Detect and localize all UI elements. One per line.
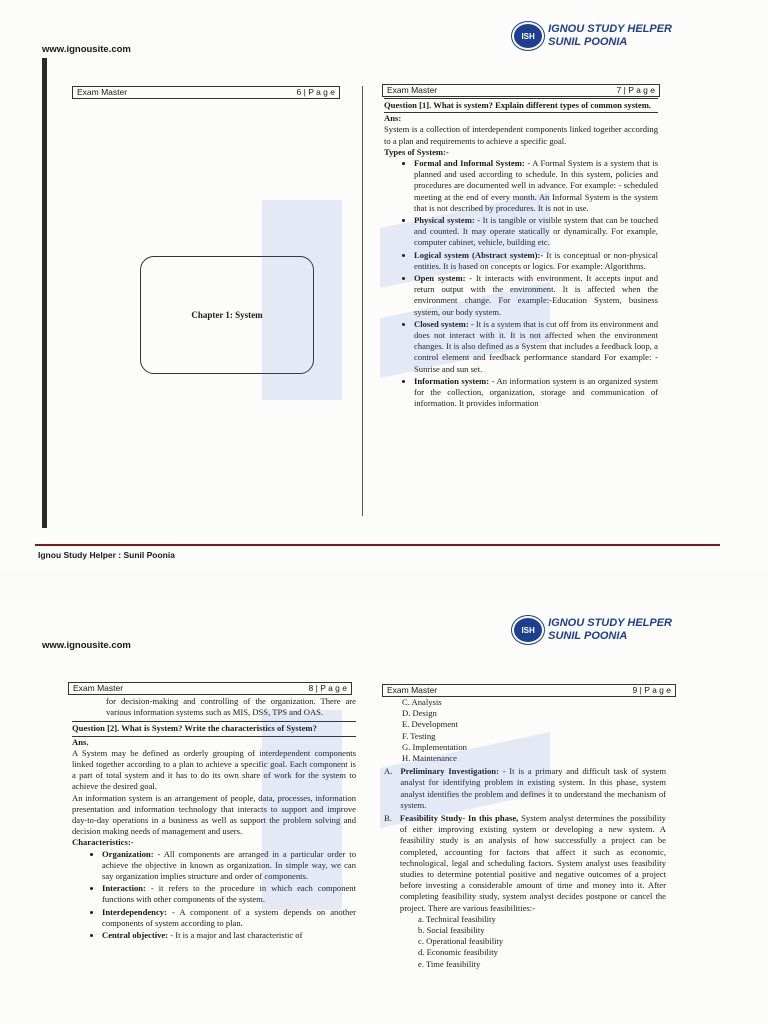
list-item: b. Social feasibility [418, 925, 485, 936]
right-page-header [382, 84, 660, 97]
feasibility-study: B. Feasibility Study- In this phase, System analyst determines the possibility of either improving existing system or developing a new system. A feasibility study is an analysis of how successfully a project can be completed, accounting for factors that affect it such as economic, technological, legal and scheduling factors. System analyst uses feasibility studies to determine potential positive and negative outcomes of a project before investing a considerable amount of time and money into it. After completing feasibility study, system analyst decides postpone or cancel the project. There are various feasibilities:- [384, 813, 666, 913]
header-title: Exam Master [73, 683, 124, 693]
characteristics-label: Characteristics:- [72, 837, 134, 848]
brand-author: SUNIL POONIA [548, 36, 628, 48]
page-number: 7 | P a g e [616, 85, 655, 95]
list-item: E. Development [402, 719, 458, 730]
list-item: F. Testing [402, 730, 436, 741]
brand-logo [512, 616, 672, 644]
list-item: H. Maintenance [402, 753, 457, 764]
page-number: 6 | P a g e [296, 87, 335, 97]
phase-list [384, 697, 666, 764]
answer-label: Ans. [72, 736, 89, 747]
answer-label: Ans: [384, 113, 402, 124]
brand-logo [512, 22, 672, 50]
feasibility-list [384, 914, 666, 970]
list-item: • Interdependency: - A component of a system depends on another components of system according to plan. [102, 907, 356, 929]
continued-text: for decision-making and controlling of the organization. There are various information systems such as MIS, DSS, TPS and OAS. [106, 696, 356, 718]
ish-logo-icon: ISH [512, 616, 544, 644]
binding-edge [42, 58, 47, 528]
ish-logo-icon: ISH [512, 22, 544, 50]
brand-author: SUNIL POONIA [548, 630, 628, 642]
header-title: Exam Master [387, 85, 438, 95]
footer-rule [35, 544, 720, 546]
left-page-header [68, 682, 352, 695]
bottom-page-scan [0, 600, 768, 1024]
list-item: • Central objective: - It is a major and last characteristic of [102, 930, 356, 941]
list-item: • Physical system: - It is tangible or visible system that can be touched and counted. It may operate statically or dynamically. For example, computer cabinet, vehicle, building etc. [414, 215, 658, 249]
right-column-text [384, 98, 658, 410]
page-number: 8 | P a g e [308, 683, 347, 693]
list-item: • Interaction: - it refers to the procedure in which each component functions with other components of the system. [102, 883, 356, 905]
page-number: 9 | P a g e [632, 685, 671, 695]
list-item: • Information system: - An information system is an organized system for the collection, organization, storage and communication of information. It provides information [414, 376, 658, 410]
brand-title: IGNOU STUDY HELPER [548, 617, 672, 629]
answer-paragraph: An information system is an arrangement of people, data, processes, information presentation and information technology that interacts to support and improve day-to-day operations in a business as well as support the problem solving and decision making needs of management and users. [72, 792, 356, 837]
question-heading: Question [2]. What is System? Write the characteristics of System? [72, 721, 356, 736]
characteristics-list [72, 849, 356, 942]
header-title: Exam Master [387, 685, 438, 695]
list-item: d. Economic feasibility [418, 947, 498, 958]
chapter-title: Chapter 1: System [191, 310, 263, 320]
page-footer: Ignou Study Helper : Sunil Poonia [38, 550, 175, 560]
right-page-header [382, 684, 676, 697]
list-item: a. Technical feasibility [418, 913, 496, 924]
preliminary-investigation: A. Preliminary Investigation: - It is a primary and difficult task of system analyst for identifying problem in existing system. In this phase, system analyst identifies the problem and defines it to understand the mechanism of system. [384, 766, 667, 810]
site-url: www.ignousite.com [42, 44, 131, 55]
left-column-text [72, 696, 356, 942]
site-url: www.ignousite.com [42, 640, 131, 651]
list-item: • Organization: - All components are arranged in a particular order to achieve the objective in known as organization. In simple way, we can say organization implies structure and order of components. [102, 849, 356, 883]
list-item: e. Time feasibility [418, 958, 481, 969]
left-page-header [72, 86, 340, 99]
list-item: • Logical system (Abstract system):- It is conceptual or non-physical entities. It is based on concepts or logics. For example: Algorithms. [414, 250, 658, 272]
list-item: D. Design [402, 708, 437, 719]
page-fold [362, 86, 363, 516]
list-item: • Open system: - It interacts with environment. It accepts input and return output with the environment. It is affected when the environment change. For example:-Education System, business system, our body system. [414, 273, 658, 318]
question-heading: Question [1]. What is system? Explain different types of common system. [384, 98, 658, 113]
list-item: • Formal and Informal System: - A Formal System is a system that is planned and used according to schedule. In this system, policies and procedures are documented well in advance. For example: - scheduled meeting at the end of every month. An Informal System is the system that is not described by procedures. It is not in use. [414, 158, 658, 214]
list-item: • Closed system: - It is a system that is cut off from its environment and does not interact with it. It is not affected when the environment changes. It is also defined as a System that includes a feedback loop, a control element and feedback performance standard For example: - Sunrise and sun set. [414, 319, 658, 375]
right-column-text [384, 697, 666, 970]
list-item: G. Implementation [402, 741, 467, 752]
answer-paragraph: A System may be defined as orderly grouping of interdependent components linked together according to a plan to achieve a specific goal. Each component is a part of total system and it has to do its own share of work for the system to achieve the desired goal. [72, 747, 356, 792]
list-item: C. Analysis [402, 697, 442, 707]
types-label: Types of System:- [384, 146, 449, 157]
brand-title: IGNOU STUDY HELPER [548, 23, 672, 35]
header-title: Exam Master [77, 87, 128, 97]
types-list [384, 158, 658, 409]
list-item: c. Operational feasibility [418, 936, 504, 947]
answer-text: System is a collection of interdependent components linked together according to a plan and requirements to achieve a specific goal. [384, 124, 658, 146]
chapter-box [140, 256, 314, 374]
